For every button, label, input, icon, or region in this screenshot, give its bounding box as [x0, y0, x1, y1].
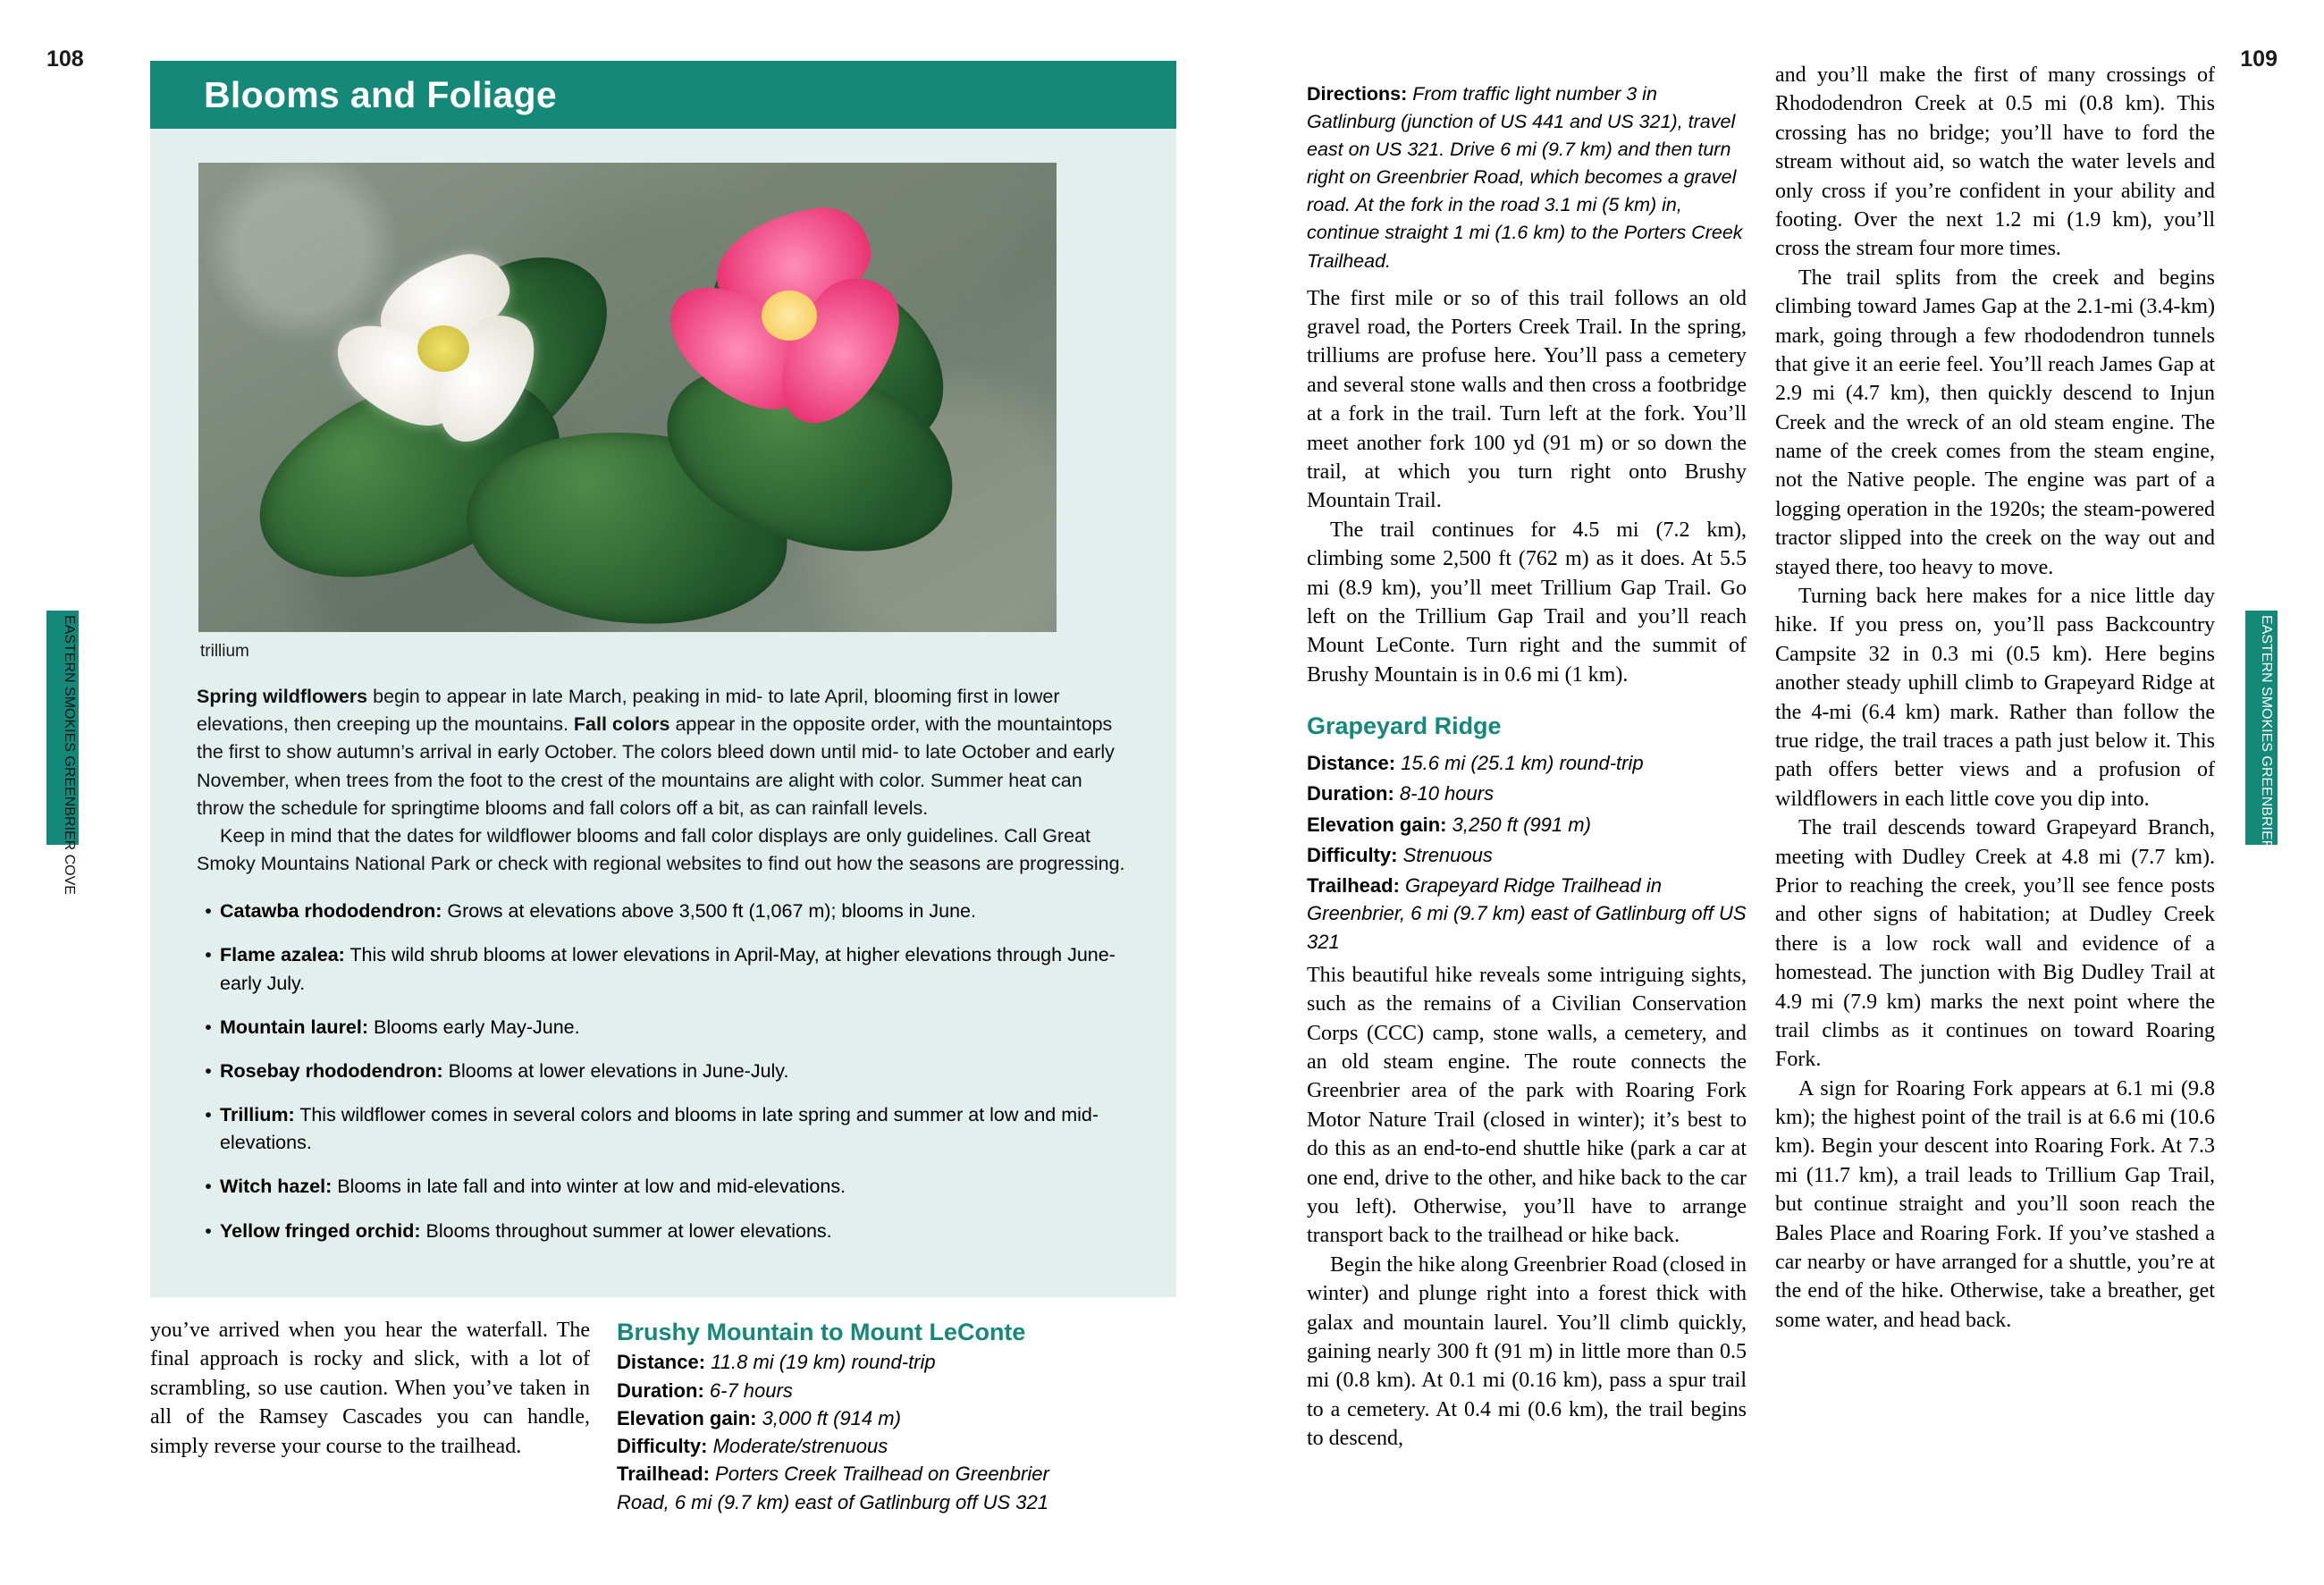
sidebar-title: Blooms and Foliage — [204, 73, 557, 115]
trail-spec-duration — [617, 1377, 1064, 1404]
bullet-dot-icon: • — [205, 944, 212, 966]
spec-value: 11.8 mi (19 km) round-trip — [711, 1351, 936, 1374]
right-page-column-1 — [1307, 61, 1747, 1453]
page-number-left: 108 — [46, 46, 84, 72]
spec-label: Trailhead: — [617, 1463, 710, 1486]
bloom-bullet-list — [197, 898, 1130, 1245]
body-paragraph: Begin the hike along Greenbrier Road (closed in winter) and plunge right into a forest thick with galax and mountain laurel. You’ll climb quickly, gaining nearly 300 ft (91 m) in little more than 0.5 mi (0.8 km). At 0.1 mi (0.16 km), pass a spur trail to a cemetery. At 0.4 mi (0.6 km), the trail begins to descend, — [1307, 1252, 1747, 1451]
bullet-term: Rosebay rhododendron: — [220, 1059, 443, 1082]
list-item — [197, 941, 1130, 997]
grapeyard-body — [1307, 961, 1747, 1454]
spec-label: Difficulty: — [1307, 843, 1398, 866]
side-tab-title-right: EASTERN SMOKIES — [2259, 615, 2274, 752]
sidebar-paragraph-1 — [197, 683, 1130, 822]
spec-value: 3,250 ft (991 m) — [1452, 813, 1591, 836]
body-paragraph: A sign for Roaring Fork appears at 6.1 mi (9.8 km); the highest point of the trail is at 6.6 mi (10.6 km). Begin your descent into Roaring Fork. At 7.3 mi (11.7 km), a trail leads to Trillium Gap Trail, but continue straight and you’ll soon reach the Bales Place and Roaring Fork. If you’ve stashed a car nearby or have arranged for a shuttle, you’re at the end of the hike. Otherwise, take a breather, get some water, and head back. — [1775, 1076, 2215, 1332]
page-number-right: 109 — [2240, 46, 2278, 72]
brushy-mountain-body — [1307, 284, 1747, 689]
bullet-desc: Grows at elevations above 3,500 ft (1,067 m); blooms in June. — [442, 900, 976, 923]
sidebar-text-run: appear in the opposite order, with the mountaintops the first to show autumn’s arrival in early October. The colors bleed down until mid- to late October and early November, when trees from the foot to the crest of the mountains are alight with color. Summer heat can throw the schedule for springtime blooms and fall colors off a bit, as can rainfall levels. — [197, 713, 1115, 819]
sidebar-paragraph-2: Keep in mind that the dates for wildflower blooms and fall color displays are only guidelines. Call Great Smoky Mountains National Park or check with regional websites to find out how the seasons are progressing. — [197, 824, 1125, 875]
bullet-desc: Blooms at lower elevations in June-July. — [442, 1059, 789, 1082]
side-tab-title-left: EASTERN SMOKIES — [62, 615, 77, 752]
body-paragraph: The trail splits from the creek and begins climbing toward James Gap at the 2.1-mi (3.4-km) mark, going through a few rhododendron tunnels that give it an eerie feel. You’ll reach James Gap at 2.9 mi (4.7 km), then quickly descend to Injun Creek and the wreck of an old steam engine. The name of the creek comes from the steam engine, not the Native people. The engine was part of a logging operation in the 1920s; the steam-powered tractor slipped into the creek on the way out and stayed there, too heavy to move. — [1775, 266, 2215, 579]
bullet-desc: This wildflower comes in several colors and blooms in late spring and summer at low and mid-elevations. — [220, 1104, 1099, 1154]
list-item — [197, 1014, 1130, 1041]
spec-label: Duration: — [617, 1378, 704, 1402]
sidebar-body — [150, 129, 1176, 1297]
grapeyard-ridge-title: Grapeyard Ridge — [1307, 712, 1502, 740]
side-tab-label-left — [50, 615, 77, 895]
bullet-term: Catawba rhododendron: — [220, 900, 442, 923]
trail-spec-trailhead — [617, 1460, 1064, 1515]
directions-label: Directions: — [1307, 82, 1408, 105]
grapeyard-spec-elevation — [1307, 811, 1747, 839]
spec-value: 3,000 ft (914 m) — [762, 1406, 901, 1429]
spec-value: Grapeyard Ridge Trailhead in Greenbrier, 6 mi (9.7 km) east of Gatlinburg off US 321 — [1307, 874, 1747, 953]
bullet-dot-icon: • — [205, 1219, 212, 1242]
body-paragraph: and you’ll make the first of many crossings of Rhododendron Creek at 0.5 mi (0.8 km). This crossing has no bridge; you’ll have to ford the stream without aid, so watch the water levels and only cross if you’re confident in your ability and footing. Over the next 1.2 mi (1.9 km), you’ll cross the stream four more times. — [1775, 63, 2215, 261]
bullet-dot-icon: • — [205, 1104, 212, 1126]
bullet-term: Yellow fringed orchid: — [220, 1219, 421, 1242]
spec-label: Distance: — [1307, 752, 1396, 775]
list-item — [197, 1218, 1130, 1245]
spec-label: Trailhead: — [1307, 874, 1400, 898]
trail-title: Brushy Mountain to Mount LeConte — [617, 1319, 1026, 1345]
body-paragraph: The trail descends toward Grapeyard Branch, meeting with Dudley Creek at 4.8 mi (7.7 km). Prior to reaching the creek, you’ll see fence posts and other signs of habitation; at Dudley Creek there is a low rock wall and evidence of a homestead. The junction with Big Dudley Trail at 4.9 mi (7.9 km) marks the next point where the trail climbs as it continues on toward Roaring Fork. — [1775, 816, 2215, 1072]
grapeyard-spec-distance — [1307, 749, 1747, 777]
spec-value: Moderate/strenuous — [712, 1435, 888, 1458]
bullet-desc: Blooms early May-June. — [368, 1016, 580, 1038]
spec-value: 6-7 hours — [709, 1378, 793, 1402]
spec-value: 15.6 mi (25.1 km) round-trip — [1401, 752, 1644, 775]
bullet-dot-icon: • — [205, 1059, 212, 1082]
sidebar-header — [150, 61, 1176, 129]
spec-label: Difficulty: — [617, 1435, 708, 1458]
grapeyard-spec-difficulty — [1307, 841, 1747, 869]
directions-block — [1307, 80, 1747, 275]
pink-trillium-flower — [663, 212, 922, 422]
sidebar-text-run: begin to appear in late March, peaking in mid- to late April, blooming first in lower elevations, then creeping up the mountains. — [197, 686, 1060, 736]
bullet-term: Witch hazel: — [220, 1176, 333, 1198]
directions-text: From traffic light number 3 in Gatlinburg (junction of US 441 and US 321), travel east on US 321. Drive 6 mi (9.7 km) and then turn right on Greenbrier Road, which becomes a gravel road. At the fork in the road 3.1 mi (5 km) in, continue straight 1 mi (1.6 km) to the Porters Creek Trailhead. — [1307, 82, 1743, 272]
spec-label: Elevation gain: — [617, 1406, 757, 1429]
list-item — [197, 1101, 1130, 1157]
spec-value: Porters Creek Trailhead on Greenbrier Road, 6 mi (9.7 km) east of Gatlinburg off US 321 — [617, 1463, 1049, 1513]
trail-spec-difficulty — [617, 1432, 1064, 1460]
spec-label: Elevation gain: — [1307, 813, 1447, 836]
grapeyard-body-continued — [1775, 61, 2215, 1335]
bullet-dot-icon: • — [205, 1176, 212, 1198]
continuation-text — [150, 1316, 590, 1461]
bullet-term: Mountain laurel: — [220, 1016, 369, 1038]
brushy-mountain-trail-block — [617, 1316, 1064, 1516]
bullet-desc: Blooms in late fall and into winter at low and mid-elevations. — [332, 1176, 846, 1198]
spec-value: Strenuous — [1402, 843, 1493, 866]
body-paragraph: Turning back here makes for a nice little day hike. If you press on, you’ll pass Backcountry Campsite 32 in 0.3 mi (0.5 km). Here begins another steady uphill climb to Grapeyard Ridge at the 4-mi (6.4 km) mark. Rather than follow the true ridge, the trail traces a path just below it. This path offers better views and a profusion of wildflowers in each little cove you dip into. — [1775, 585, 2215, 811]
side-tab-subtitle-right: GREENBRIER COVE — [2259, 755, 2274, 895]
list-item — [197, 1058, 1130, 1085]
bullet-desc: Blooms throughout summer at lower elevations. — [420, 1219, 832, 1242]
trillium-photo-wrap — [198, 163, 1057, 662]
bullet-desc: This wild shrub blooms at lower elevations in April-May, at higher elevations through June-early July. — [220, 944, 1116, 994]
spec-value: 8-10 hours — [1399, 782, 1495, 805]
spec-label: Distance: — [617, 1351, 706, 1374]
left-column-continuation — [150, 1316, 590, 1461]
right-page-column-2 — [1775, 61, 2215, 1335]
sidebar-paragraphs — [197, 683, 1130, 878]
blooms-sidebar — [150, 61, 1176, 1297]
bullet-term: Trillium: — [220, 1104, 295, 1126]
white-trillium-flower — [333, 261, 556, 440]
bullet-dot-icon: • — [205, 1016, 212, 1038]
list-item — [197, 898, 1130, 925]
side-tab-subtitle-left: GREENBRIER COVE — [62, 755, 77, 895]
trillium-photo — [198, 163, 1057, 632]
grapeyard-spec-trailhead — [1307, 872, 1747, 956]
trail-spec-distance — [617, 1348, 1064, 1376]
body-paragraph: The trail continues for 4.5 mi (7.2 km), climbing some 2,500 ft (762 m) as it does. At 5.5 mi (8.9 km), you’ll meet Trillium Gap Trail. Go left on the Trillium Gap Trail and you’ll reach Mount LeConte. Turn right and the summit of Brushy Mountain is in 0.6 mi (1 km). — [1307, 518, 1747, 687]
term-spring-wildflowers: Spring wildflowers — [197, 686, 368, 707]
grapeyard-spec-duration — [1307, 780, 1747, 807]
bullet-term: Flame azalea: — [220, 944, 345, 966]
spec-label: Duration: — [1307, 782, 1394, 805]
photo-caption: trillium — [200, 642, 249, 661]
bullet-dot-icon: • — [205, 900, 212, 923]
term-fall-colors: Fall colors — [573, 713, 670, 736]
list-item — [197, 1173, 1130, 1201]
body-paragraph: The first mile or so of this trail follows an old gravel road, the Porters Creek Trail. In the spring, trilliums are profuse here. You’ll pass a cemetery and several stone walls and then cross a footbridge at a fork in the trail. Turn left at the fork. You’ll meet another fork 100 yd (91 m) or so down the trail, at which you turn right onto Brushy Mountain Trail. — [1307, 286, 1747, 513]
trail-spec-elevation — [617, 1404, 1064, 1432]
body-paragraph: This beautiful hike reveals some intriguing sights, such as the remains of a Civilian Conservation Corps (CCC) camp, stone walls, a cemetery, and an old steam engine. The route connects the Greenbrier area of the park with Roaring Fork Motor Nature Trail (closed in winter); it’s best to do this as an end-to-end shuttle hike (park a car at one end, drive to the other, and hike back to the car you left). Otherwise, you’ll have to arrange transport back to the trailhead or hike back. — [1307, 963, 1747, 1248]
continuation-paragraph: you’ve arrived when you hear the waterfall. The final approach is rocky and slick, with a lot of scrambling, so use caution. When you’ve taken in all of the Ramsey Cascades you can handle, simply reverse your course to the trailhead. — [150, 1319, 590, 1458]
side-tab-label-right — [2247, 615, 2274, 895]
